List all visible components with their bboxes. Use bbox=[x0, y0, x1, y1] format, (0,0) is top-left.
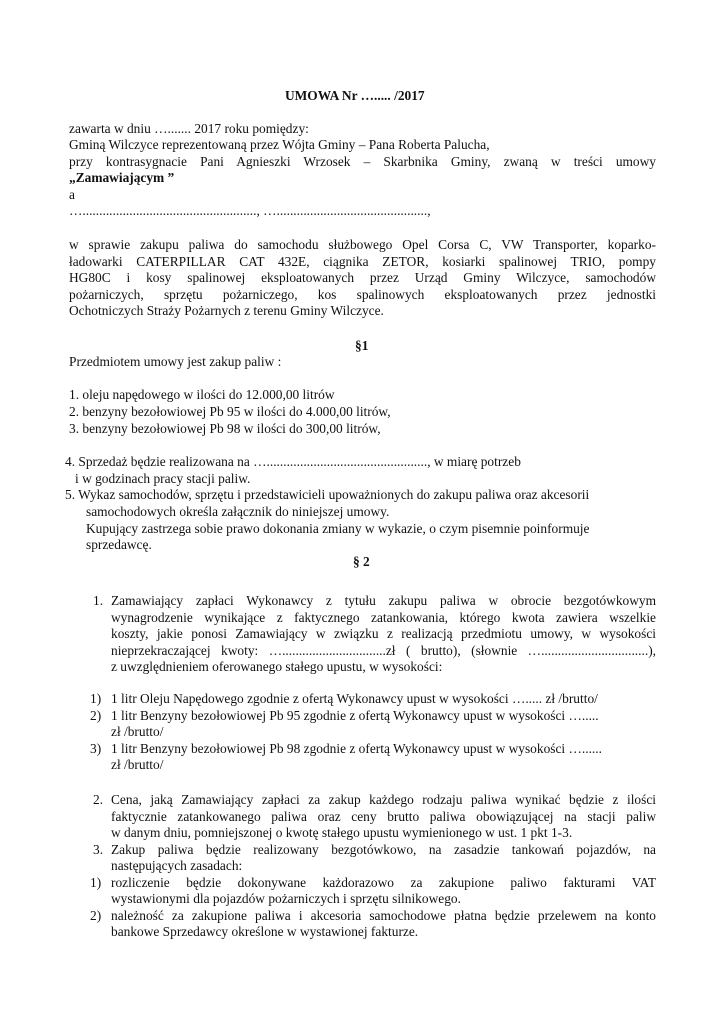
fuel-item: 1. oleju napędowego w ilości do 12.000,00 litrów bbox=[69, 387, 335, 402]
intro-date-line: zawarta w dniu …....... 2017 roku pomiędzy: bbox=[69, 121, 309, 136]
subject-line: ładowarki CATERPILLAR CAT 432E, ciągnika ZETOR, kosiarki spalinowej TRIO, pompy bbox=[69, 254, 656, 269]
paragraph-1-line: wynagrodzenie wynikające z faktycznego zatankowania, którego kwota zawiera wszelkie bbox=[111, 610, 656, 625]
paragraph-1-line: Zamawiający zapłaci Wykonawcy z tytułu zakupu paliwa w obrocie bezgotówkowym bbox=[111, 593, 656, 608]
paragraph-number: 2. bbox=[93, 792, 104, 807]
paragraph-number: 1. bbox=[93, 593, 104, 608]
subject-line: pożarniczych, sprzętu pożarniczego, kos spalinowych eksploatowanych przez jednostki bbox=[69, 287, 656, 302]
discount-item: zł /brutto/ bbox=[111, 724, 164, 739]
intro-a: a bbox=[69, 187, 75, 202]
fuel-item: 3. benzyny bezołowiowej Pb 98 w ilości do 300,00 litrów, bbox=[69, 421, 381, 436]
paragraph-2-line: faktycznie zatankowanego paliwa oraz ceny brutto paliwa obowiązującej na stacji paliw bbox=[111, 809, 656, 824]
item-5-line: 5. Wykaz samochodów, sprzętu i przedstawicieli upoważnionych do zakupu paliwa oraz akcesorii bbox=[65, 487, 590, 502]
discount-item: 1 litr Oleju Napędowego zgodnie z ofertą Wykonawcy upust w wysokości …..... zł /brutto/ bbox=[111, 691, 598, 706]
paragraph-1-line: koszty, jakie ponosi Zamawiający w związku z realizacją przedmiotu umowy, w wysokości bbox=[111, 626, 656, 641]
sub-point-number: 2) bbox=[90, 708, 102, 723]
settlement-item: rozliczenie będzie dokonywane każdorazowo za zakupione paliwo fakturami VAT bbox=[111, 875, 656, 890]
subject-line: Ochotniczych Straży Pożarnych z terenu Gminy Wilczyce. bbox=[69, 303, 384, 318]
sub-point-number: 3) bbox=[90, 741, 102, 756]
sub-point-number: 1) bbox=[90, 875, 102, 890]
subject-line: w sprawie zakupu paliwa do samochodu służbowego Opel Corsa C, VW Transporter, koparko- bbox=[69, 237, 656, 252]
item-4-line: 4. Sprzedaż będzie realizowana na …................................................, w miarę potrzeb bbox=[65, 454, 521, 469]
settlement-item: należność za zakupione paliwa i akcesoria samochodowe płatna będzie przelewem na konto bbox=[111, 908, 656, 923]
intro-countersign-line: przy kontrasygnacie Pani Agnieszki Wrzosek – Skarbnika Gminy, zwaną w treści umowy bbox=[69, 154, 656, 169]
intro-zamawiajacy: „Zamawiającym ” bbox=[69, 170, 175, 185]
paragraph-3-line: następujących zasadach: bbox=[111, 858, 243, 873]
paragraph-1-line: nieprzekraczającej kwoty: …...............................zł ( brutto), (słownie …................................), bbox=[111, 643, 656, 658]
fuel-item: 2. benzyny bezołowiowej Pb 95 w ilości do 4.000,00 litrów, bbox=[69, 404, 391, 419]
item-5-line: Kupujący zastrzega sobie prawo dokonania zmiany w wykazie, o czym pisemnie poinformuje bbox=[86, 521, 590, 536]
section-1-lead: Przedmiotem umowy jest zakup paliw : bbox=[69, 354, 282, 369]
intro-blank-party: …...................................................., …............................................., bbox=[69, 203, 431, 218]
paragraph-2-line: Cena, jaką Zamawiający zapłaci za zakup każdego rodzaju paliwa wynikać będzie z ilości bbox=[111, 792, 656, 807]
contract-title: UMOWA Nr …..... /2017 bbox=[285, 88, 425, 103]
section-1-heading: §1 bbox=[355, 338, 369, 353]
subject-line: HG80C i kosy spalinowej eksploatowanych przez Urząd Gminy Wilczyce, samochodów bbox=[69, 270, 656, 285]
paragraph-3-line: Zakup paliwa będzie realizowany bezgotówkowo, na zasadzie tankowań pojazdów, na bbox=[111, 842, 656, 857]
paragraph-1-line: z uwzględnieniem oferowanego stałego upustu, w wysokości: bbox=[111, 659, 443, 674]
paragraph-number: 3. bbox=[93, 842, 104, 857]
discount-item: 1 litr Benzyny bezołowiowej Pb 95 zgodnie z ofertą Wykonawcy upust w wysokości …..... bbox=[111, 708, 599, 723]
settlement-item: bankowe Sprzedawcy określone w wystawionej fakturze. bbox=[111, 924, 419, 939]
settlement-item: wystawionymi dla pojazdów pożarniczych i sprzętu silnikowego. bbox=[111, 891, 461, 906]
paragraph-2-line: w danym dniu, pomniejszonej o kwotę stałego upustu wymienionego w ust. 1 pkt 1-3. bbox=[111, 825, 573, 840]
sub-point-number: 2) bbox=[90, 908, 102, 923]
item-5-line: samochodowych określa załącznik do niniejszej umowy. bbox=[86, 504, 390, 519]
discount-item: 1 litr Benzyny bezołowiowej Pb 98 zgodnie z ofertą Wykonawcy upust w wysokości …...... bbox=[111, 741, 602, 756]
discount-item: zł /brutto/ bbox=[111, 757, 164, 772]
section-2-heading: § 2 bbox=[353, 554, 370, 569]
intro-party-line: Gminą Wilczyce reprezentowaną przez Wójta Gminy – Pana Roberta Palucha, bbox=[69, 137, 490, 152]
sub-point-number: 1) bbox=[90, 691, 102, 706]
item-5-line: sprzedawcę. bbox=[86, 537, 152, 552]
item-4-line: i w godzinach pracy stacji paliw. bbox=[75, 471, 251, 486]
